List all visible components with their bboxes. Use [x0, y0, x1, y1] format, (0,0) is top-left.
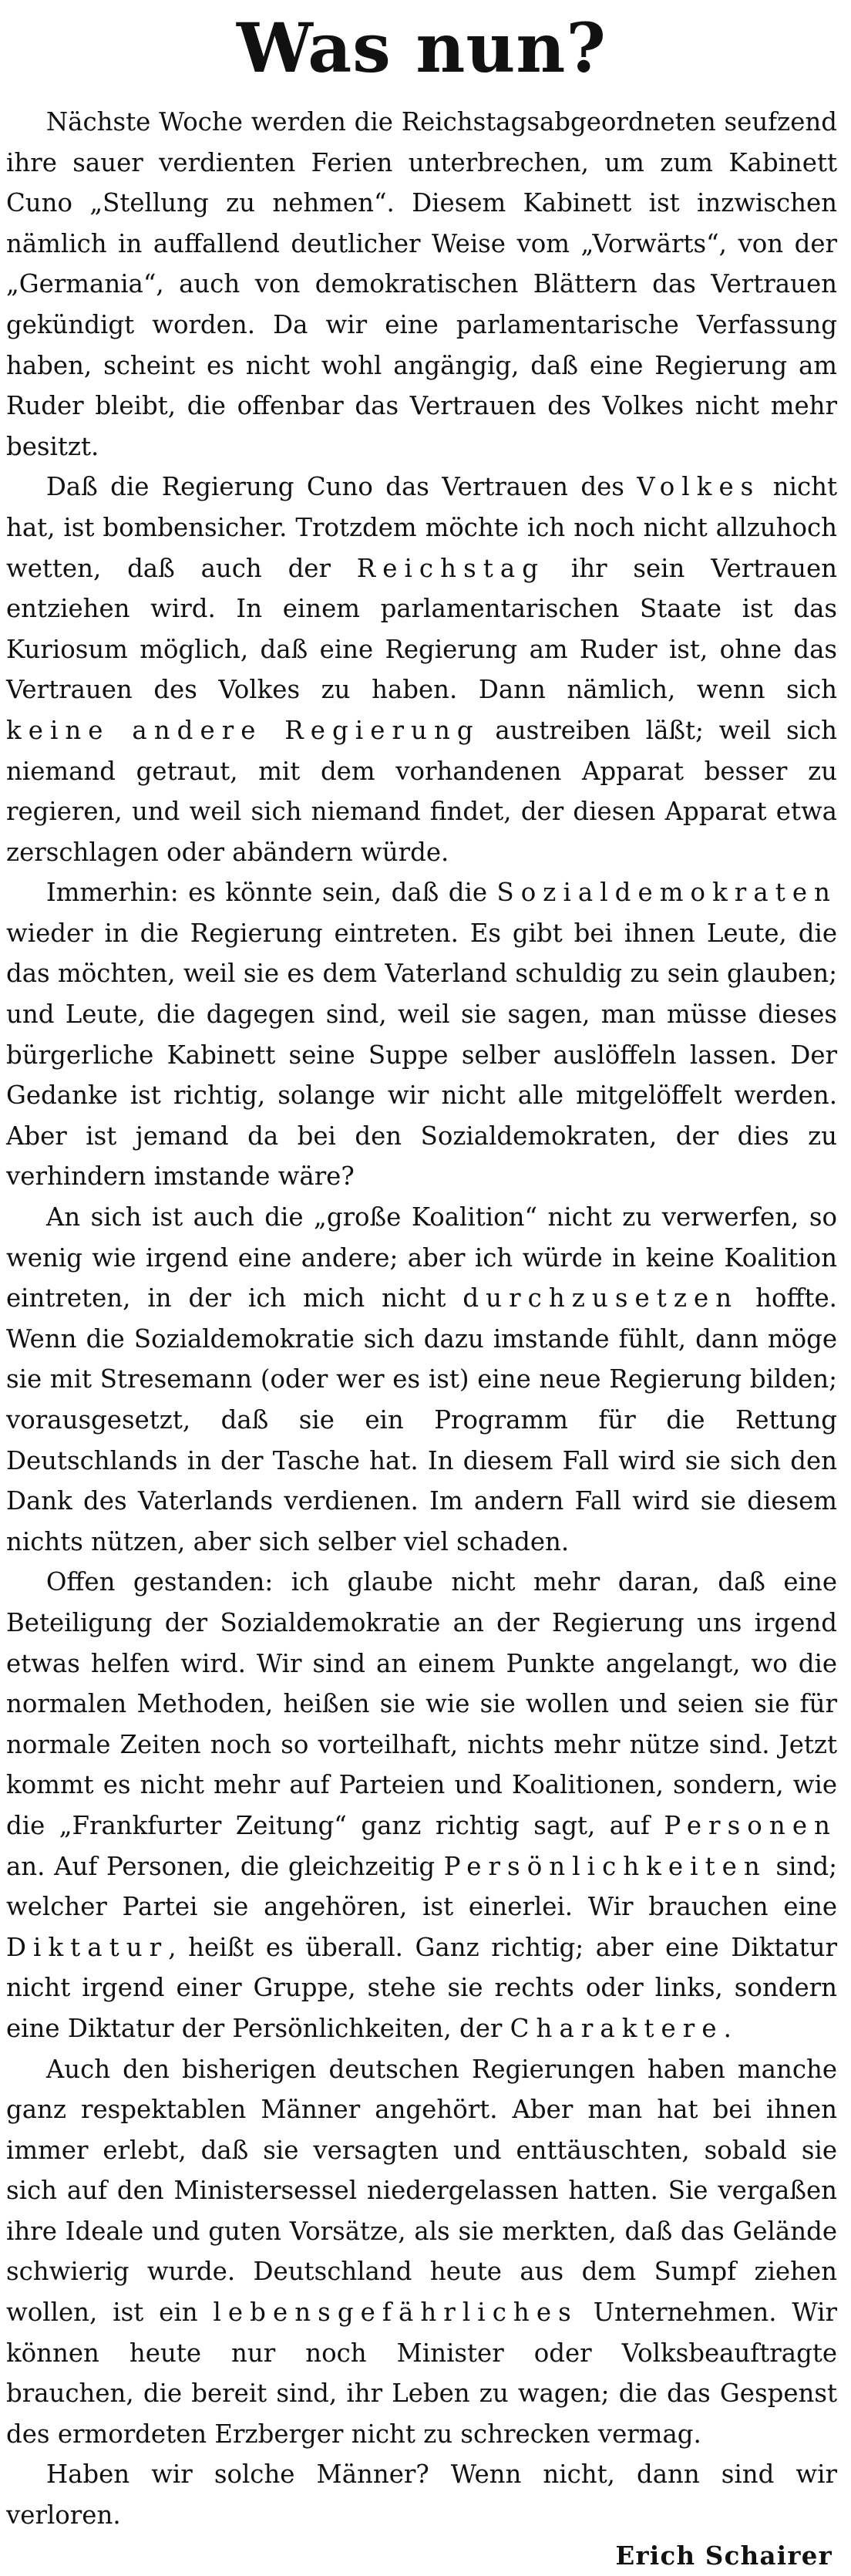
article-paragraph: [6, 872, 837, 1197]
article-paragraph: [6, 2454, 837, 2535]
author-signature: Erich Schairer: [615, 2541, 832, 2571]
spaced-emphasis: Persönlichkeiten: [443, 1851, 767, 1881]
paragraph-text: Offen gestanden: ich glaube nicht mehr daran, daß eine Beteiligung der Sozialdemokratie an der Regierung uns irgend etwas helfen wird. Wir sind an einem Punkte angelangt, wo die normalen Methoden, heißen sie wie sie wollen und seien sie für normale Zeiten noch so vorteilhaft, nichts mehr nütze sind. Jetzt kommt es nicht mehr auf Parteien und Koalitionen, sondern, wie die „Frankfurter Zeitung“ ganz richtig sagt, auf: [6, 1567, 837, 1840]
article-paragraph: [6, 102, 837, 467]
article-paragraph: [6, 2049, 837, 2455]
spaced-emphasis: keine andere Regierung: [6, 715, 480, 745]
spaced-emphasis: Diktatur: [6, 1932, 169, 1962]
article-paragraph: [6, 467, 837, 872]
paragraph-text: Immerhin: es könnte sein, daß die: [45, 878, 497, 908]
paragraph-text: Unternehmen. Wir können heute nur noch Minister oder Volksbeauftragte brauchen, die bereit sind, ihr Leben zu wagen; die das Gespenst des ermordeten Erzberger nicht zu schrecken vermag.: [6, 2298, 837, 2449]
article-body: [6, 102, 837, 2536]
paragraph-text: nicht hat, ist bombensicher. Trotzdem möchte ich noch nicht allzuhoch wetten, daß auch der: [6, 472, 837, 583]
spaced-emphasis: lebensgefährliches: [213, 2298, 578, 2328]
spaced-emphasis: Sozialdemokraten: [496, 878, 837, 908]
paragraph-text: Auch den bisherigen deutschen Regierungen haben manche ganz respektablen Männer angehört. Aber man hat bei ihnen immer erlebt, daß sie versagten und enttäuschten, sobald sie sich auf den Ministersessel niedergelassen hatten. Sie vergaßen ihre Ideale und guten Vorsätze, als sie merkten, daß das Gelände schwierig wurde. Deutschland heute aus dem Sumpf ziehen wollen, ist ein: [6, 2054, 837, 2328]
paragraph-text: An sich ist auch die „große Koalition“ nicht zu verwerfen, so wenig wie irgend eine andere; aber ich würde in keine Koalition eintreten, in der ich mich nicht: [6, 1202, 837, 1313]
paragraph-text: Daß die Regierung Cuno das Vertrauen des: [45, 472, 637, 502]
paragraph-text: .: [723, 2013, 732, 2043]
paragraph-text: hoffte. Wenn die Sozialdemokratie sich dazu imstande fühlt, dann möge sie mit Stresemann (oder wer es ist) eine neue Regierung bilden; vorausgesetzt, daß sie ein Programm für die Rettung Deutschlands in der Tasche hat. In diesem Fall wird sie sich den Dank des Vaterlands verdienen. Im andern Fall wird sie diesem nichts nützen, aber sich selber viel schaden.: [6, 1283, 837, 1556]
paragraph-text: an. Auf Personen, die gleichzeitig: [6, 1851, 444, 1881]
paragraph-text: , heißt es überall. Ganz richtig; aber eine Diktatur nicht irgend einer Gruppe, stehe sie rechts oder links, sondern eine Diktatur der Persönlichkeiten, der: [6, 1932, 837, 2043]
spaced-emphasis: Volkes: [637, 472, 761, 502]
paragraph-text: Haben wir solche Männer? Wenn nicht, dann sind wir verloren.: [6, 2460, 837, 2530]
article-paragraph: [6, 1197, 837, 1562]
paragraph-text: sind; welcher Partei sie angehören, ist einerlei. Wir brauchen eine: [6, 1851, 837, 1922]
spaced-emphasis: durchzusetzen: [462, 1283, 739, 1313]
signoff-line: [6, 2536, 837, 2576]
paragraph-text: Nächste Woche werden die Reichstagsabgeordneten seufzend ihre sauer verdienten Ferien unterbrechen, um zum Kabinett Cuno „Stellung zu nehmen“. Diesem Kabinett ist inzwischen nämlich in auffallend deutlicher Weise vom „Vorwärts“, von der „Germania“, auch von demokratischen Blättern das Vertrauen gekündigt worden. Da wir eine parlamentarische Verfassung haben, scheint es nicht wohl angängig, daß eine Regierung am Ruder bleibt, die offenbar das Vertrauen des Volkes nicht mehr besitzt.: [6, 107, 837, 461]
spaced-emphasis: Reichstag: [356, 553, 546, 583]
spaced-emphasis: Charaktere: [510, 2013, 724, 2043]
paragraph-text: austreiben läßt; weil sich niemand getraut, mit dem vorhandenen Apparat besser zu regieren, und weil sich niemand findet, der diesen Apparat etwa zerschlagen oder abändern würde.: [6, 715, 837, 867]
spaced-emphasis: Personen: [664, 1810, 837, 1840]
paragraph-text: ihr sein Vertrauen entziehen wird. In einem parlamentarischen Staate ist das Kuriosum möglich, daß eine Regierung am Ruder ist, ohne das Vertrauen des Volkes zu haben. Dann nämlich, wenn sich: [6, 553, 838, 705]
article-paragraph: [6, 1562, 837, 2048]
article-headline: Was nun?: [237, 8, 607, 88]
paragraph-text: wieder in die Regierung eintreten. Es gibt bei ihnen Leute, die das möchten, weil sie es dem Vaterland schuldig zu sein glauben; und Leute, die dagegen sind, weil sie sagen, man müsse dieses bürgerliche Kabinett seine Suppe selber auslöffeln lassen. Der Gedanke ist richtig, solange wir nicht alle mitgelöffelt werden. Aber ist jemand da bei den Sozialdemokraten, der dies zu verhindern imstande wäre?: [6, 918, 837, 1192]
